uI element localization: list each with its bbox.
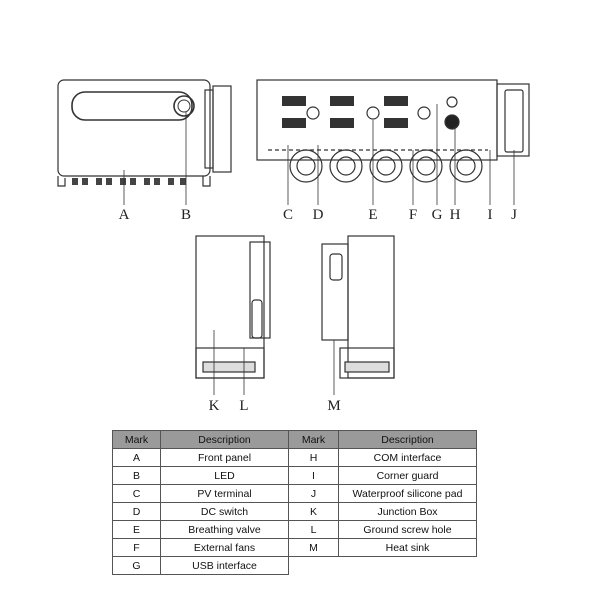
table-row (113, 557, 477, 575)
callout-d: D (312, 207, 324, 223)
description-cell: PV terminal (161, 485, 289, 503)
side-view-right (322, 236, 394, 395)
callout-g: G (431, 207, 443, 223)
mark-cell: A (113, 449, 161, 467)
empty-cell (289, 557, 339, 575)
description-cell: LED (161, 467, 289, 485)
mark-cell: I (289, 467, 339, 485)
mark-cell: D (113, 503, 161, 521)
mark-cell: K (289, 503, 339, 521)
callout-e: E (368, 207, 378, 223)
header-mark-left: Mark (113, 431, 161, 449)
header-description-right: Description (339, 431, 477, 449)
callout-l: L (239, 398, 249, 414)
callout-f: F (408, 207, 418, 223)
pv-terminal-groups (282, 96, 408, 128)
mark-cell: M (289, 539, 339, 557)
description-cell: Ground screw hole (339, 521, 477, 539)
table-row (113, 539, 477, 557)
description-cell: COM interface (339, 449, 477, 467)
description-cell: External fans (161, 539, 289, 557)
side-view-left (196, 236, 270, 395)
mark-cell: E (113, 521, 161, 539)
callout-a: A (118, 207, 130, 223)
description-cell: Heat sink (339, 539, 477, 557)
component-table (112, 430, 477, 575)
bottom-terminals (72, 178, 186, 185)
description-cell: Junction Box (339, 503, 477, 521)
description-cell: Corner guard (339, 467, 477, 485)
table-row (113, 521, 477, 539)
empty-cell (339, 557, 477, 575)
mark-cell: L (289, 521, 339, 539)
front-view (58, 80, 231, 205)
fan-row (290, 150, 482, 182)
description-cell: Waterproof silicone pad (339, 485, 477, 503)
mark-cell: F (113, 539, 161, 557)
mark-cell: G (113, 557, 161, 575)
mark-cell: B (113, 467, 161, 485)
description-cell: USB interface (161, 557, 289, 575)
callout-k: K (208, 398, 220, 414)
mark-cell: C (113, 485, 161, 503)
callout-j: J (511, 207, 517, 223)
table-row (113, 449, 477, 467)
callout-h: H (449, 207, 461, 223)
description-cell: DC switch (161, 503, 289, 521)
header-description-left: Description (161, 431, 289, 449)
table-row (113, 503, 477, 521)
mark-cell: J (289, 485, 339, 503)
callout-c: C (282, 207, 294, 223)
description-cell: Front panel (161, 449, 289, 467)
mark-cell: H (289, 449, 339, 467)
callout-b: B (180, 207, 192, 223)
bottom-view (257, 80, 529, 205)
callout-m: M (327, 398, 341, 414)
table-header-row (113, 431, 477, 449)
header-mark-right: Mark (289, 431, 339, 449)
table-row (113, 467, 477, 485)
table-row (113, 485, 477, 503)
callout-i: I (487, 207, 493, 223)
description-cell: Breathing valve (161, 521, 289, 539)
